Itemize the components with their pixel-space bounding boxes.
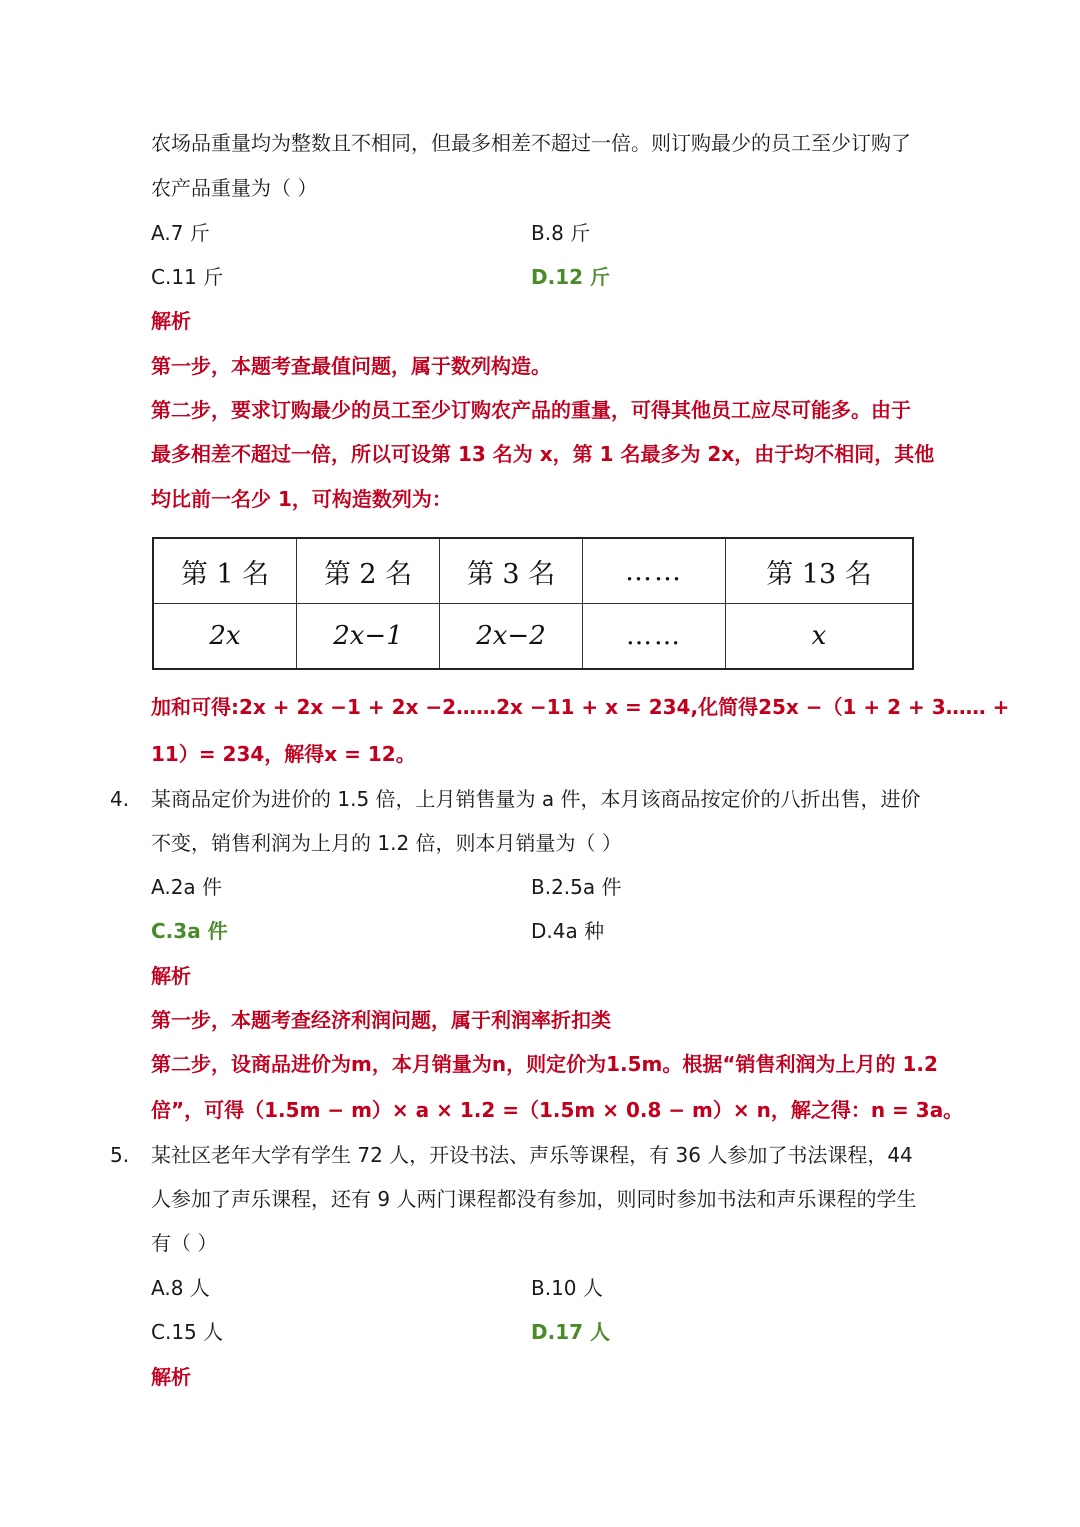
q4-step-2-line-1: 第二步，设商品进价为m，本月销量为n，则定价为1.5m。根据“销售利润为上月的 1.2 — [151, 1052, 938, 1076]
q4-option-c-answer: C.3a 件 — [151, 919, 228, 943]
q3-step-2-line-2: 最多相差不超过一倍，所以可设第 13 名为 x，第 1 名最多为 2x，由于均不相同，其他 — [151, 442, 935, 466]
q5-option-d-answer: D.17 人 — [531, 1320, 610, 1344]
q4-option-d: D.4a 种 — [531, 919, 605, 943]
table-header-cell: 第 1 名 — [153, 538, 297, 604]
q4-step-2-line-2: 倍”，可得（1.5m − m）× a × 1.2 =（1.5m × 0.8 − m）× n，解之得：n = 3a。 — [151, 1098, 964, 1122]
q3-step-2-line-1: 第二步，要求订购最少的员工至少订购农产品的重量，可得其他员工应尽可能多。由于 — [151, 398, 911, 422]
q5-stem-line-1: 某社区老年大学有学生 72 人，开设书法、声乐等课程，有 36 人参加了书法课程，44 — [151, 1143, 913, 1167]
q5-option-c: C.15 人 — [151, 1320, 224, 1344]
q3-option-b: B.8 斤 — [531, 221, 591, 245]
q4-option-a: A.2a 件 — [151, 875, 223, 899]
table-value-cell: …… — [583, 604, 726, 670]
q3-sum-line-1: 加和可得:2x + 2x −1 + 2x −2……2x −11 + x = 234,化简得25x −（1 + 2 + 3…… + — [151, 695, 1010, 719]
q5-analysis-label: 解析 — [151, 1365, 191, 1389]
q5-number: 5. — [110, 1143, 130, 1167]
q5-option-b: B.10 人 — [531, 1276, 603, 1300]
sequence-table-value-row — [153, 604, 913, 670]
q3-option-a: A.7 斤 — [151, 221, 210, 245]
q4-analysis-label: 解析 — [151, 964, 191, 988]
q5-stem-line-2: 人参加了声乐课程，还有 9 人两门课程都没有参加，则同时参加书法和声乐课程的学生 — [151, 1187, 917, 1211]
table-value-cell: 2x−1 — [297, 604, 440, 670]
q3-stem-line-2: 农产品重量为（ ） — [151, 176, 318, 200]
q4-stem-line-1: 某商品定价为进价的 1.5 倍，上月销售量为 a 件，本月该商品按定价的八折出售，进价 — [151, 787, 921, 811]
q3-step-1: 第一步，本题考查最值问题，属于数列构造。 — [151, 354, 551, 378]
q4-step-1: 第一步，本题考查经济利润问题，属于利润率折扣类 — [151, 1008, 611, 1032]
q4-number: 4. — [110, 787, 130, 811]
table-value-cell: x — [726, 604, 914, 670]
table-value-cell: 2x — [153, 604, 297, 670]
q3-step-2-line-3: 均比前一名少 1，可构造数列为： — [151, 487, 452, 511]
table-value-cell: 2x−2 — [440, 604, 583, 670]
table-header-cell: 第 13 名 — [726, 538, 914, 604]
table-header-cell: 第 3 名 — [440, 538, 583, 604]
q3-option-d-answer: D.12 斤 — [531, 265, 610, 289]
q4-option-b: B.2.5a 件 — [531, 875, 622, 899]
q3-analysis-label: 解析 — [151, 309, 191, 333]
q5-stem-line-3: 有（ ） — [151, 1231, 218, 1255]
q5-option-a: A.8 人 — [151, 1276, 210, 1300]
sequence-table — [152, 537, 914, 670]
table-header-cell: …… — [583, 538, 726, 604]
q3-sum-line-2: 11）= 234，解得x = 12。 — [151, 742, 416, 766]
sequence-table-header-row — [153, 538, 913, 604]
table-header-cell: 第 2 名 — [297, 538, 440, 604]
q4-stem-line-2: 不变，销售利润为上月的 1.2 倍，则本月销量为（ ） — [151, 831, 622, 855]
q3-option-c: C.11 斤 — [151, 265, 224, 289]
q3-stem-line-1: 农场品重量均为整数且不相同，但最多相差不超过一倍。则订购最少的员工至少订购了 — [151, 131, 911, 155]
